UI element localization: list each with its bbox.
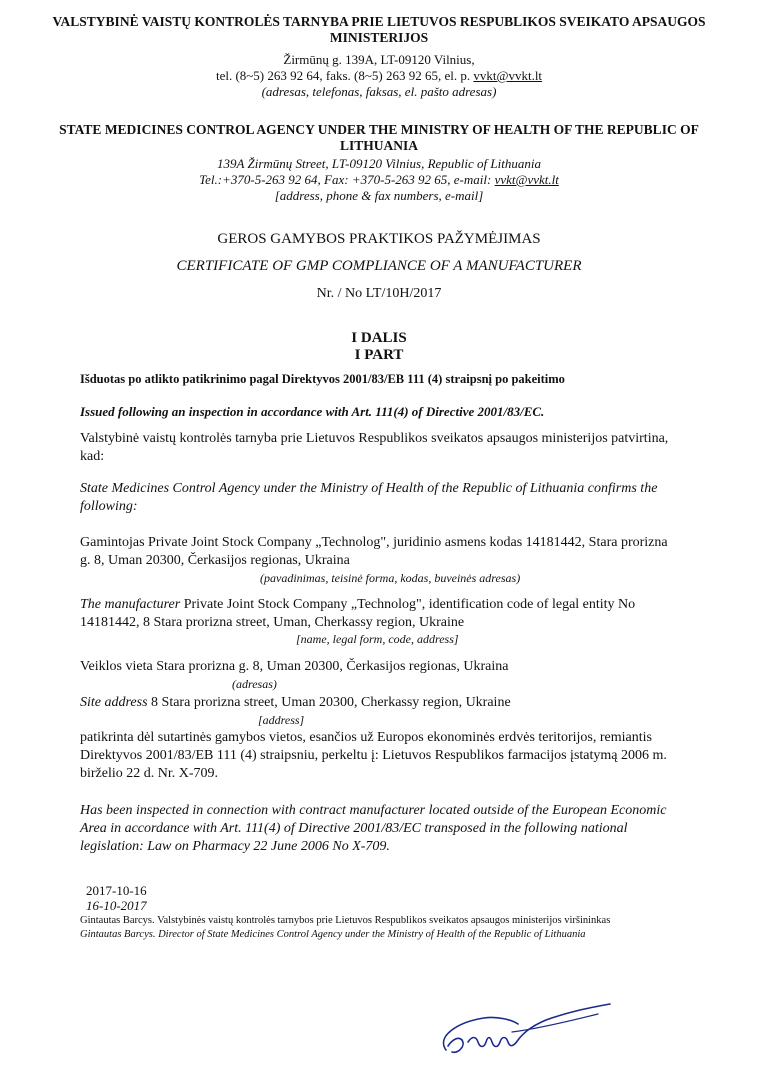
part-heading-lt: I DALIS [351,330,407,346]
address-caption-en: [address, phone & fax numbers, e-mail] [274,188,484,203]
issued-statement-en: Issued following an inspection in accordance with Art. 111(4) of Directive 2001/83/EC. [80,404,545,419]
address-caption-lt: (adresas, telefonas, faksas, el. pašto adresas) [261,84,497,99]
contacts-text-lt: tel. (8~5) 263 92 64, faks. (8~5) 263 92 65, el. p. [215,68,474,83]
site-paragraph-en [80,694,680,712]
address-line-lt: Žirmūnų g. 139A, LT-09120 Vilnius, [283,52,475,67]
manufacturer-caption-lt: (pavadinimas, teisinė forma, kodas, buveinės adresas) [260,571,521,585]
signatory-lt: Gintautas Barcys. Valstybinės vaistų kontrolės tarnybos prie Lietuvos Respublikos sveikatos apsaugos ministerijos viršininkas [80,915,611,926]
certificate-title-lt: GEROS GAMYBOS PRAKTIKOS PAŽYMĖJIMAS [217,231,541,247]
site-text-en: 8 Stara prorizna street, Uman 20300, Cherkassy region, Ukraine [147,695,511,710]
manufacturer-paragraph-en [80,596,680,632]
inspected-paragraph-lt: patikrinta dėl sutartinės gamybos vietos, esančios už Europos ekonominės erdvės teritorijos, remiantis Direktyvos 2001/83/EB 111 (4) straipsniu, perkeltu į: Lietuvos Respublikos farmacijos įstatymą 2006 m. birželio 22 d. Nr. X-709. [80,730,667,781]
signatory-en: Gintautas Barcys. Director of State Medicines Control Agency under the Ministry of Health of the Republic of Lithuania [80,929,586,940]
manufacturer-caption-en: [name, legal form, code, address] [296,632,459,646]
issued-statement-lt: Išduotas po atlikto patikrinimo pagal Direktyvos 2001/83/EB 111 (4) straipsnį po pakeitimo [80,372,565,386]
issue-date-lt: 2017-10-16 [86,883,147,898]
email-link-en[interactable]: vvkt@vvkt.lt [494,172,559,187]
manufacturer-label-en: The manufacturer [80,597,181,612]
agency-address-lt [40,52,718,100]
site-caption-lt: (adresas) [232,677,277,691]
email-link-lt[interactable]: vvkt@vvkt.lt [473,68,543,83]
contacts-text-en: Tel.:+370-5-263 92 64, Fax: +370-5-263 92 65, e-mail: [199,172,495,187]
confirms-paragraph-en: State Medicines Control Agency under the Ministry of Health of the Republic of Lithuania confirms the following: [80,481,658,514]
agency-address-en [40,156,718,204]
part-heading [40,330,718,364]
address-line-en: 139A Žirmūnų Street, LT-09120 Vilnius, Republic of Lithuania [217,156,541,171]
site-paragraph-lt: Veiklos vieta Stara prorizna g. 8, Uman 20300, Čerkasijos regionas, Ukraina [80,659,509,674]
issue-date-en: 16-10-2017 [86,898,147,913]
site-caption-en: [address] [258,713,305,727]
agency-name-lt: VALSTYBINĖ VAISTŲ KONTROLĖS TARNYBA PRIE LIETUVOS RESPUBLIKOS SVEIKATO APSAUGOS MINISTERIJOS [52,14,706,45]
manufacturer-paragraph-lt: Gamintojas Private Joint Stock Company „Technolog", juridinio asmens kodas 14181442, Stara prorizna g. 8, Uman 20300, Čerkasijos regionas, Ukraina [80,535,668,568]
certificate-number: Nr. / No LT/10H/2017 [316,286,442,301]
contacts-line-lt [40,68,718,84]
signature-image [428,996,618,1066]
agency-name-en: STATE MEDICINES CONTROL AGENCY UNDER THE MINISTRY OF HEALTH OF THE REPUBLIC OF LITHUANIA [59,122,699,153]
certificate-title-en: CERTIFICATE OF GMP COMPLIANCE OF A MANUFACTURER [176,258,582,274]
manufacturer-text-en: Private Joint Stock Company „Technolog", identification code of legal entity No 14181442, 8 Stara prorizna street, Uman, Cherkassy region, Ukraine [80,597,636,630]
part-heading-en: I PART [354,347,404,363]
confirms-paragraph-lt: Valstybinė vaistų kontrolės tarnyba prie Lietuvos Respublikos sveikatos apsaugos ministerijos patvirtina, kad: [80,431,669,464]
contacts-line-en [40,172,718,188]
site-label-en: Site address [80,695,148,710]
inspected-paragraph-en: Has been inspected in connection with contract manufacturer located outside of the European Economic Area in accordance with Art. 111(4) of Directive 2001/83/EC transposed in the following national legislation: Law on Pharmacy 22 June 2006 No X-709. [80,803,667,854]
